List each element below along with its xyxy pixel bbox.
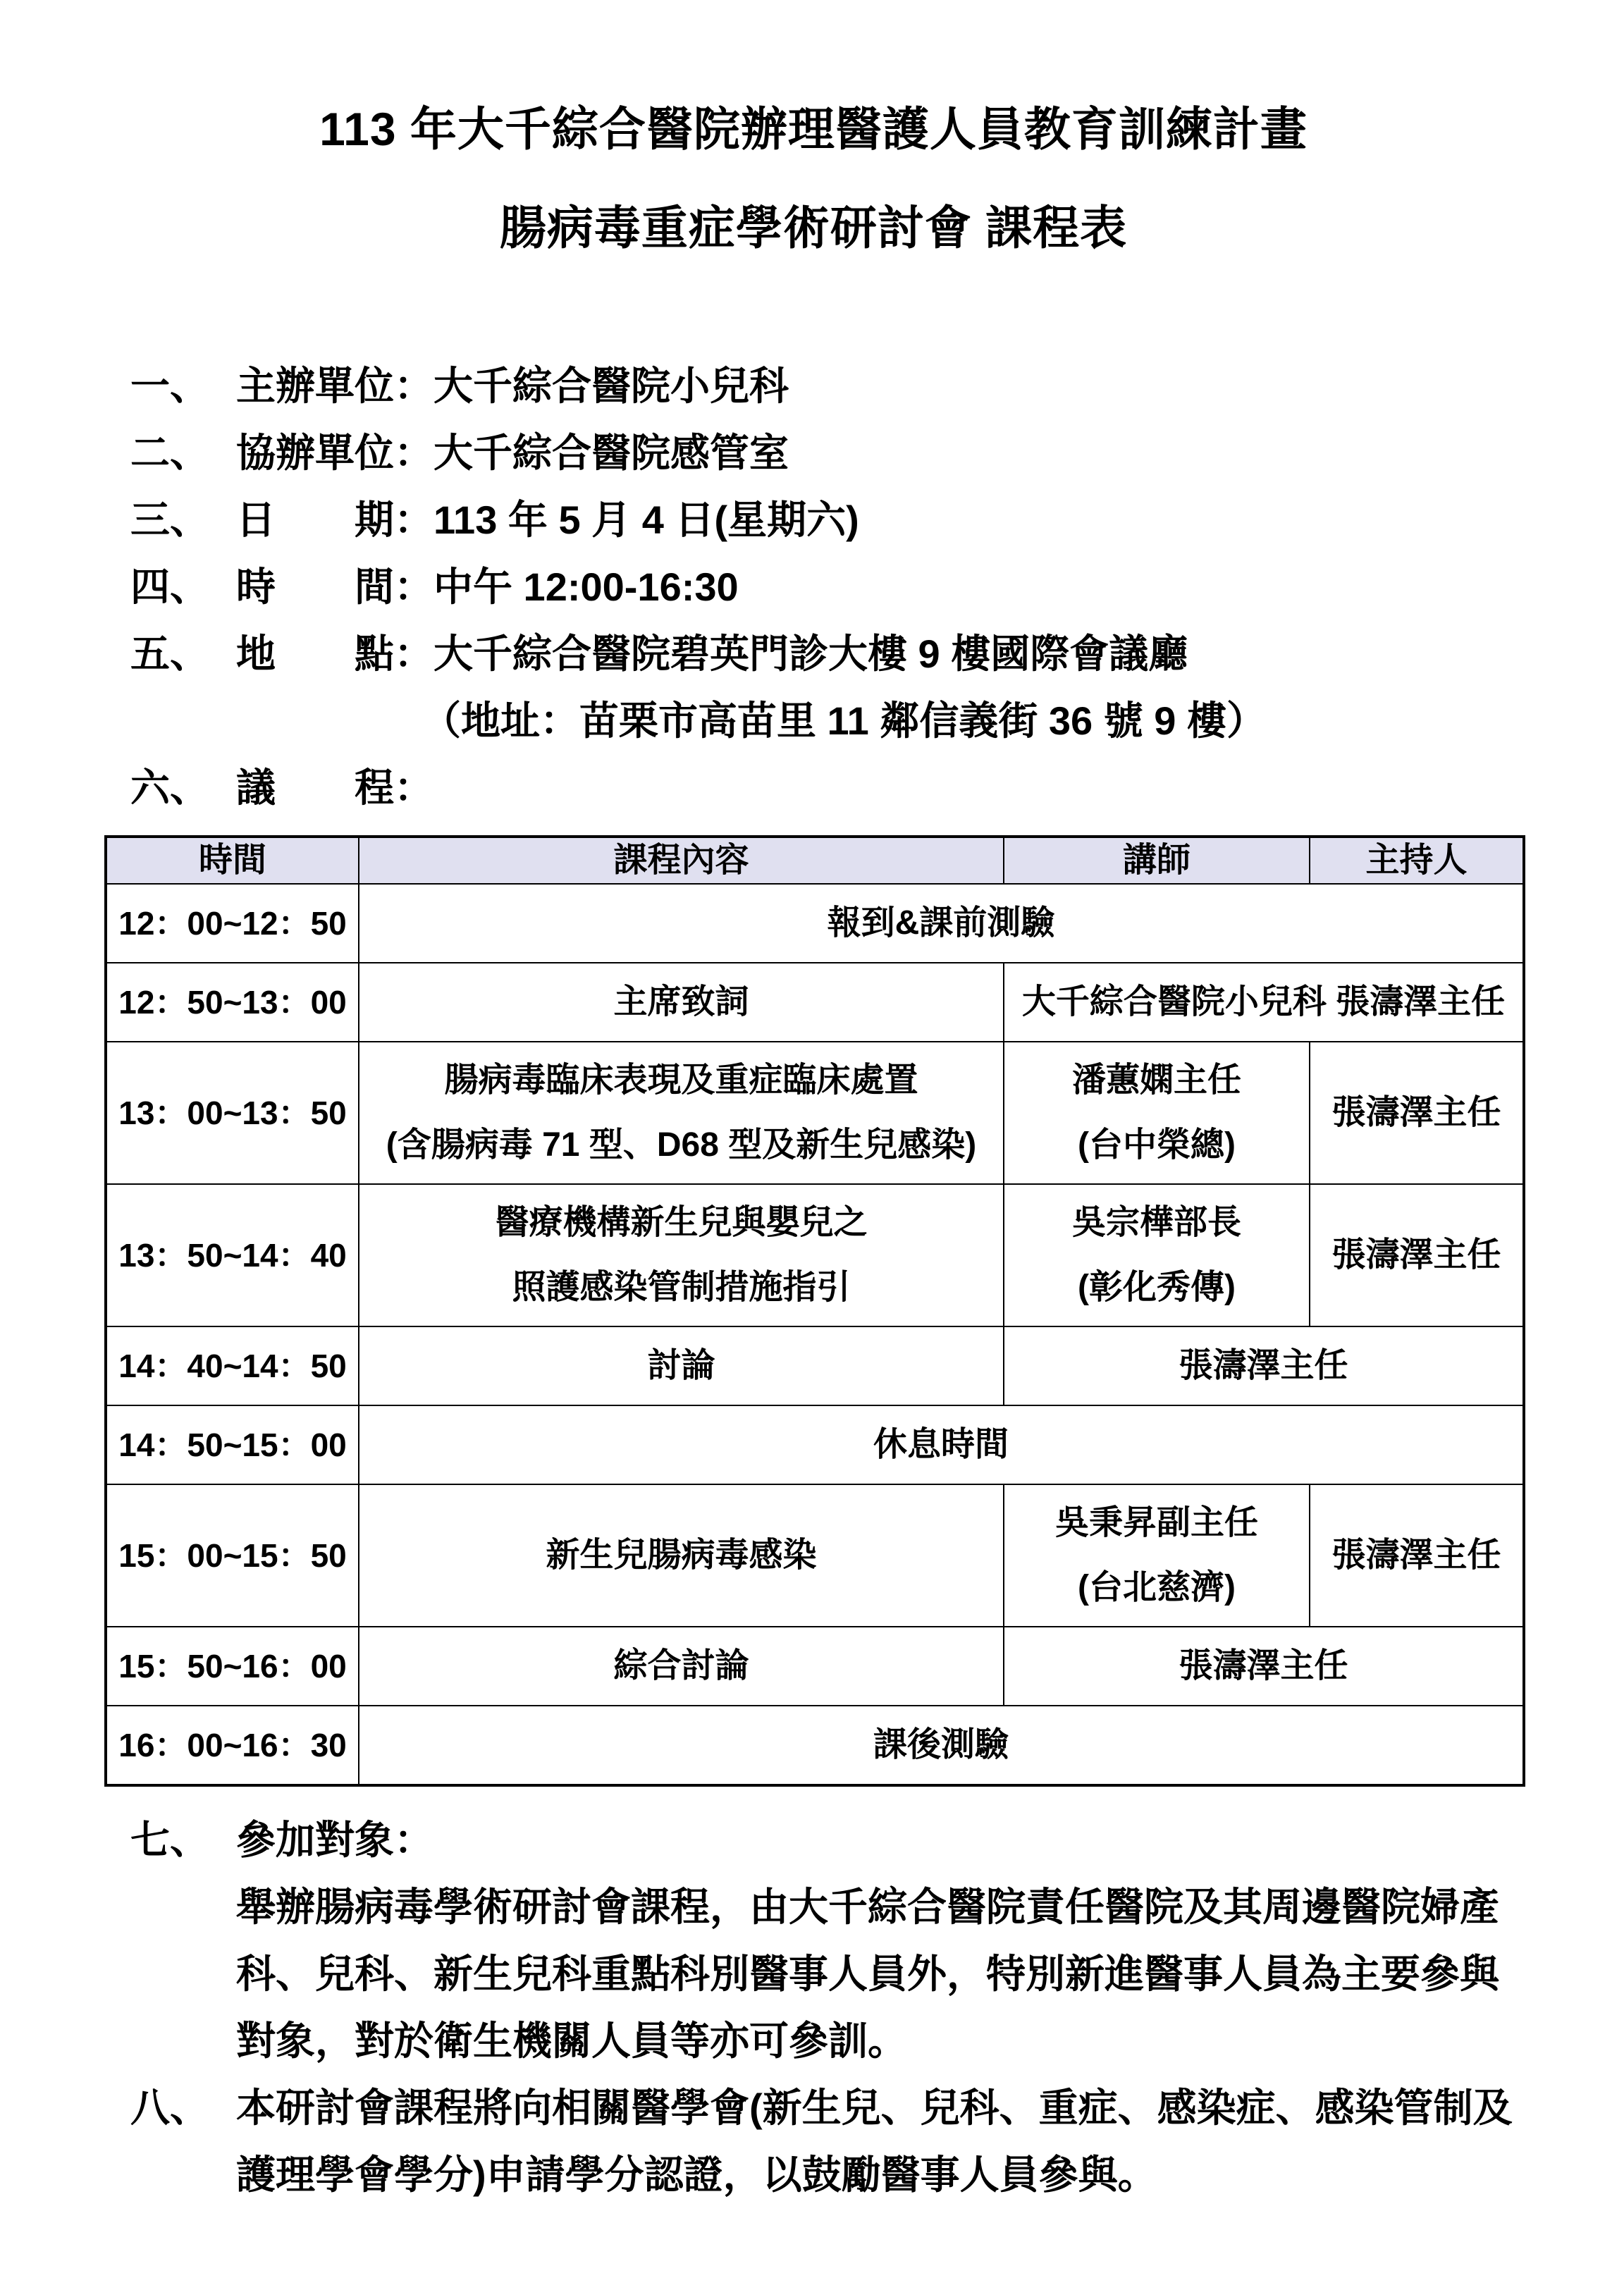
info-item-time xyxy=(130,567,1522,607)
speaker-affiliation: (台北慈濟) xyxy=(1078,1569,1236,1606)
section-heading: 參加對象： xyxy=(236,1818,433,1862)
info-item-organizer xyxy=(130,364,1522,408)
agenda-cell-host: 張濤澤主任 xyxy=(1310,1184,1524,1326)
agenda-cell-content: 綜合討論 xyxy=(359,1627,1004,1706)
agenda-cell-speaker xyxy=(1004,1042,1310,1184)
agenda-row-lecture-3 xyxy=(106,1484,1524,1627)
agenda-header-host: 主持人 xyxy=(1310,837,1524,884)
item-number: 一、 xyxy=(130,364,209,408)
paragraph-line: 科、兒科、新生兒科重點科別醫事人員外，特別新進醫事人員為主要參與 xyxy=(236,1952,1499,1996)
agenda-cell-host: 張濤澤主任 xyxy=(1310,1484,1524,1627)
agenda-cell-content: 新生兒腸病毒感染 xyxy=(359,1484,1004,1627)
info-item-agenda xyxy=(130,765,1522,810)
content-line: 醫療機構新生兒與嬰兒之 xyxy=(495,1204,868,1241)
agenda-row-break xyxy=(106,1405,1524,1484)
agenda-row-general-discussion xyxy=(106,1627,1524,1706)
agenda-cell-speaker-host: 張濤澤主任 xyxy=(1004,1627,1524,1706)
item-value: 113 年 5 月 4 日(星期六) xyxy=(433,498,859,542)
agenda-cell-speaker xyxy=(1004,1184,1310,1326)
item-value: 大千綜合醫院小兒科 xyxy=(433,364,789,408)
agenda-cell-content: 主席致詞 xyxy=(359,963,1004,1042)
agenda-cell-host: 張濤澤主任 xyxy=(1310,1042,1524,1184)
section-participants xyxy=(130,1818,1522,2088)
item-label: 議 程： xyxy=(236,765,433,810)
content-line: 腸病毒臨床表現及重症臨床處置 xyxy=(444,1061,918,1099)
content-line: (含腸病毒 71 型、D68 型及新生兒感染) xyxy=(386,1126,977,1164)
agenda-cell-content: 休息時間 xyxy=(359,1405,1524,1484)
speaker-name: 潘蕙嫻主任 xyxy=(1071,1061,1241,1099)
agenda-cell-content: 討論 xyxy=(359,1326,1004,1405)
content-line: 照護感染管制措施指引 xyxy=(512,1269,851,1306)
item-label: 時 間： xyxy=(236,565,433,609)
info-list xyxy=(130,364,1522,810)
page-title: 113 年大千綜合醫院辦理醫護人員教育訓練計畫 xyxy=(319,103,1308,155)
speaker-name: 吳秉昇副主任 xyxy=(1054,1504,1258,1541)
agenda-cell-time: 12：50~13：00 xyxy=(106,963,359,1042)
item-value: 大千綜合醫院感管室 xyxy=(433,431,789,475)
item-value: 中午 12:00-16:30 xyxy=(433,565,739,609)
agenda-row-posttest xyxy=(106,1706,1524,1785)
agenda-cell-content xyxy=(359,1184,1004,1326)
agenda-cell-content: 課後測驗 xyxy=(359,1706,1524,1785)
item-label: 地 點： xyxy=(236,632,433,676)
info-item-location xyxy=(130,634,1522,741)
agenda-cell-time: 14：50~15：00 xyxy=(106,1405,359,1484)
agenda-header-content: 課程內容 xyxy=(359,837,1004,884)
agenda-cell-speaker xyxy=(1004,1484,1310,1627)
agenda-header-time: 時間 xyxy=(106,837,359,884)
agenda-cell-time: 16：00~16：30 xyxy=(106,1706,359,1785)
info-item-date xyxy=(130,500,1522,540)
page-subtitle: 腸病毒重症學術研討會 課程表 xyxy=(499,202,1128,254)
agenda-table xyxy=(104,835,1525,1787)
location-address: （地址：苗栗市高苗里 11 鄰信義街 36 號 9 樓） xyxy=(422,698,1266,743)
agenda-row-lecture-1 xyxy=(106,1042,1524,1184)
agenda-cell-time: 15：50~16：00 xyxy=(106,1627,359,1706)
agenda-header-row xyxy=(106,837,1524,884)
paragraph-line: 護理學會學分)申請學分認證，以鼓勵醫事人員參與。 xyxy=(236,2152,1157,2197)
agenda-cell-content: 報到&課前測驗 xyxy=(359,884,1524,963)
paragraph-line: 舉辦腸病毒學術研討會課程，由大千綜合醫院責任醫院及其周邊醫院婦產 xyxy=(236,1885,1499,1929)
speaker-affiliation: (彰化秀傳) xyxy=(1078,1269,1236,1306)
item-number: 二、 xyxy=(130,431,209,475)
agenda-row-opening xyxy=(106,963,1524,1042)
agenda-header-speaker: 講師 xyxy=(1004,837,1310,884)
item-value: 大千綜合醫院碧英門診大樓 9 樓國際會議廳 xyxy=(433,632,1188,676)
agenda-cell-speaker-host: 大千綜合醫院小兒科 張濤澤主任 xyxy=(1004,963,1524,1042)
paragraph-line: 對象，對於衛生機關人員等亦可參訓。 xyxy=(236,2019,907,2063)
agenda-cell-speaker-host: 張濤澤主任 xyxy=(1004,1326,1524,1405)
paragraph-line: 本研討會課程將向相關醫學會(新生兒、兒科、重症、感染症、感染管制及 xyxy=(236,2086,1513,2130)
item-number: 八、 xyxy=(130,2086,209,2130)
item-number: 六、 xyxy=(130,765,209,810)
agenda-cell-time: 15：00~15：50 xyxy=(106,1484,359,1627)
item-number: 四、 xyxy=(130,565,209,609)
item-number: 七、 xyxy=(130,1818,209,1862)
section-accreditation xyxy=(130,2088,1522,2222)
speaker-affiliation: (台中榮總) xyxy=(1078,1126,1236,1164)
item-label: 主辦單位： xyxy=(236,364,433,408)
agenda-row-lecture-2 xyxy=(106,1184,1524,1326)
agenda-cell-content xyxy=(359,1042,1004,1184)
agenda-cell-time: 13：50~14：40 xyxy=(106,1184,359,1326)
agenda-cell-time: 13：00~13：50 xyxy=(106,1042,359,1184)
agenda-row-discussion xyxy=(106,1326,1524,1405)
agenda-cell-time: 14：40~14：50 xyxy=(106,1326,359,1405)
item-label: 日 期： xyxy=(236,498,433,542)
speaker-name: 吳宗樺部長 xyxy=(1071,1204,1241,1241)
agenda-cell-time: 12：00~12：50 xyxy=(106,884,359,963)
agenda-row-registration xyxy=(106,884,1524,963)
info-item-coorganizer xyxy=(130,433,1522,473)
item-number: 三、 xyxy=(130,498,209,542)
item-number: 五、 xyxy=(130,632,209,676)
item-label: 協辦單位： xyxy=(236,431,433,475)
